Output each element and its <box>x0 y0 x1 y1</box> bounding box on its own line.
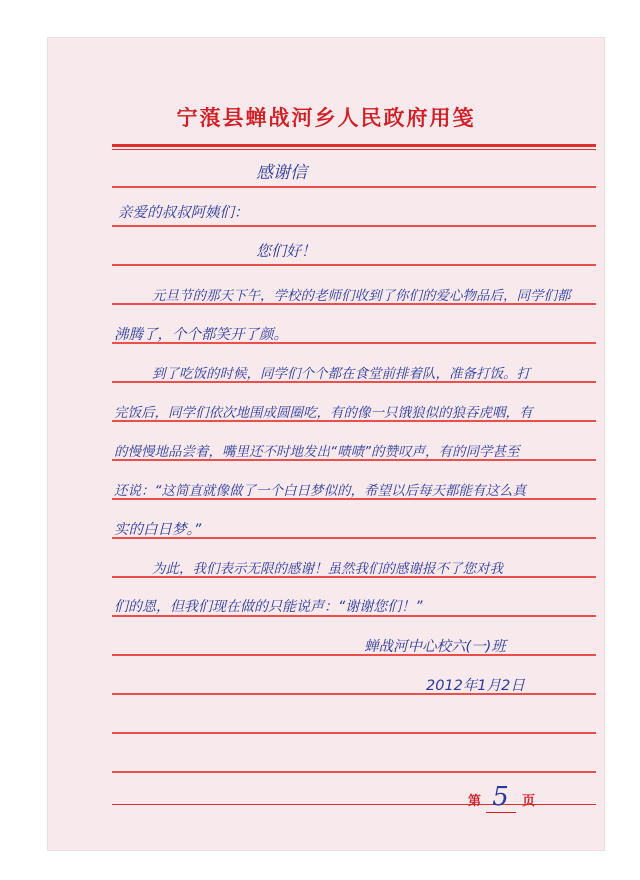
page-number-value: 5 <box>486 782 516 813</box>
body-line: 还说：“这简直就像做了一个白日梦似的，希望以后每天都能有这么真 <box>114 483 526 499</box>
page-number <box>468 782 535 813</box>
body-line: 实的白日梦。” <box>114 522 202 538</box>
ruled-line <box>112 225 596 227</box>
greeting: 您们好！ <box>256 242 317 260</box>
letterhead-title: 宁蒗县蝉战河乡人民政府用笺 <box>176 105 476 130</box>
body-line: 元旦节的那天下午，学校的老师们收到了你们的爱心物品后，同学们都 <box>152 288 571 304</box>
letterhead-double-rule <box>112 144 596 150</box>
letter-title: 感谢信 <box>256 163 307 183</box>
signature: 蝉战河中心校六(一)班 <box>364 639 506 655</box>
body-line: 到了吃饭的时候，同学们个个都在食堂前排着队，准备打饭。打 <box>152 366 530 382</box>
body-line: 为此，我们表示无限的感谢！虽然我们的感谢报不了您对我 <box>152 561 503 577</box>
letter-date: 2012年1月2日 <box>426 678 525 694</box>
body-line: 的慢慢地品尝着，嘴里还不时地发出“啧啧”的赞叹声，有的同学甚至 <box>114 444 520 460</box>
ruled-line <box>112 186 596 188</box>
body-line: 完饭后，同学们依次地围成圆圈吃，有的像一只饿狼似的狼吞虎咽，有 <box>114 405 533 421</box>
ruled-line <box>112 654 596 656</box>
body-line: 们的恩，但我们现在做的只能说声：“谢谢您们！” <box>114 599 423 615</box>
ruled-line <box>112 264 596 266</box>
page-number-suffix: 页 <box>522 794 536 809</box>
ruled-line <box>112 732 596 734</box>
salutation: 亲爱的叔叔阿姨们： <box>118 205 249 221</box>
page-number-prefix: 第 <box>468 794 482 809</box>
letter-paper <box>48 38 604 850</box>
body-line: 沸腾了，个个都笑开了颜。 <box>114 327 288 343</box>
ruled-line <box>112 771 596 773</box>
